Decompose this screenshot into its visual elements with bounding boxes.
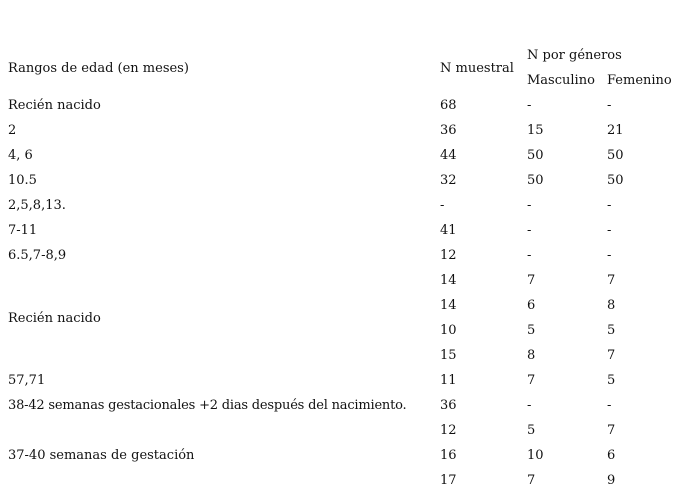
cell-male: 5: [527, 423, 536, 438]
cell-female: 7: [607, 273, 616, 288]
cell-male: 7: [527, 373, 536, 388]
cell-sample-n: 15: [440, 348, 457, 363]
cell-male: 6: [527, 298, 536, 313]
cell-male: 5: [527, 323, 536, 338]
cell-male: 15: [527, 123, 544, 138]
cell-male: -: [527, 98, 532, 113]
cell-sample-n: 36: [440, 123, 457, 138]
cell-sample-n: 12: [440, 248, 457, 263]
cell-age: Recién nacido: [8, 98, 101, 113]
header-sample-n: N muestral: [440, 61, 514, 76]
header-male: Masculino: [527, 73, 595, 88]
cell-male: -: [527, 248, 532, 263]
cell-female: 21: [607, 123, 624, 138]
cell-female: -: [607, 198, 612, 213]
header-female: Femenino: [607, 73, 672, 88]
cell-age: Recién nacido: [8, 311, 101, 326]
cell-sample-n: -: [440, 198, 445, 213]
cell-age: 2,5,8,13.: [8, 198, 66, 213]
cell-age: 10.5: [8, 173, 37, 188]
cell-age: 7-11: [8, 223, 38, 238]
cell-male: 7: [527, 473, 536, 488]
cell-sample-n: 44: [440, 148, 457, 163]
cell-sample-n: 14: [440, 298, 457, 313]
cell-sample-n: 10: [440, 323, 457, 338]
cell-female: 5: [607, 323, 616, 338]
cell-sample-n: 12: [440, 423, 457, 438]
cell-sample-n: 68: [440, 98, 457, 113]
cell-female: -: [607, 98, 612, 113]
cell-age: 57,71: [8, 373, 46, 388]
cell-age: 6.5,7-8,9: [8, 248, 67, 263]
cell-sample-n: 32: [440, 173, 457, 188]
cell-male: 7: [527, 273, 536, 288]
cell-female: 6: [607, 448, 616, 463]
cell-male: 10: [527, 448, 544, 463]
cell-sample-n: 16: [440, 448, 457, 463]
cell-male: -: [527, 223, 532, 238]
cell-male: -: [527, 198, 532, 213]
cell-sample-n: 17: [440, 473, 457, 488]
cell-female: 50: [607, 148, 624, 163]
cell-age: 38-42 semanas gestacionales +2 dias después del nacimiento.: [8, 398, 407, 413]
cell-male: -: [527, 398, 532, 413]
cell-female: 50: [607, 173, 624, 188]
cell-female: 7: [607, 423, 616, 438]
cell-sample-n: 11: [440, 373, 457, 388]
cell-female: -: [607, 248, 612, 263]
cell-female: -: [607, 398, 612, 413]
cell-sample-n: 36: [440, 398, 457, 413]
cell-male: 8: [527, 348, 536, 363]
header-age-range: Rangos de edad (en meses): [8, 61, 189, 76]
cell-male: 50: [527, 173, 544, 188]
cell-female: 5: [607, 373, 616, 388]
cell-female: 7: [607, 348, 616, 363]
cell-age: 37-40 semanas de gestación: [8, 448, 195, 463]
cell-sample-n: 41: [440, 223, 457, 238]
cell-female: -: [607, 223, 612, 238]
cell-age: 2: [8, 123, 17, 138]
cell-age: 4, 6: [8, 148, 33, 163]
header-gender-n: N por géneros: [527, 48, 622, 63]
cell-male: 50: [527, 148, 544, 163]
cell-female: 9: [607, 473, 616, 488]
cell-female: 8: [607, 298, 616, 313]
cell-sample-n: 14: [440, 273, 457, 288]
